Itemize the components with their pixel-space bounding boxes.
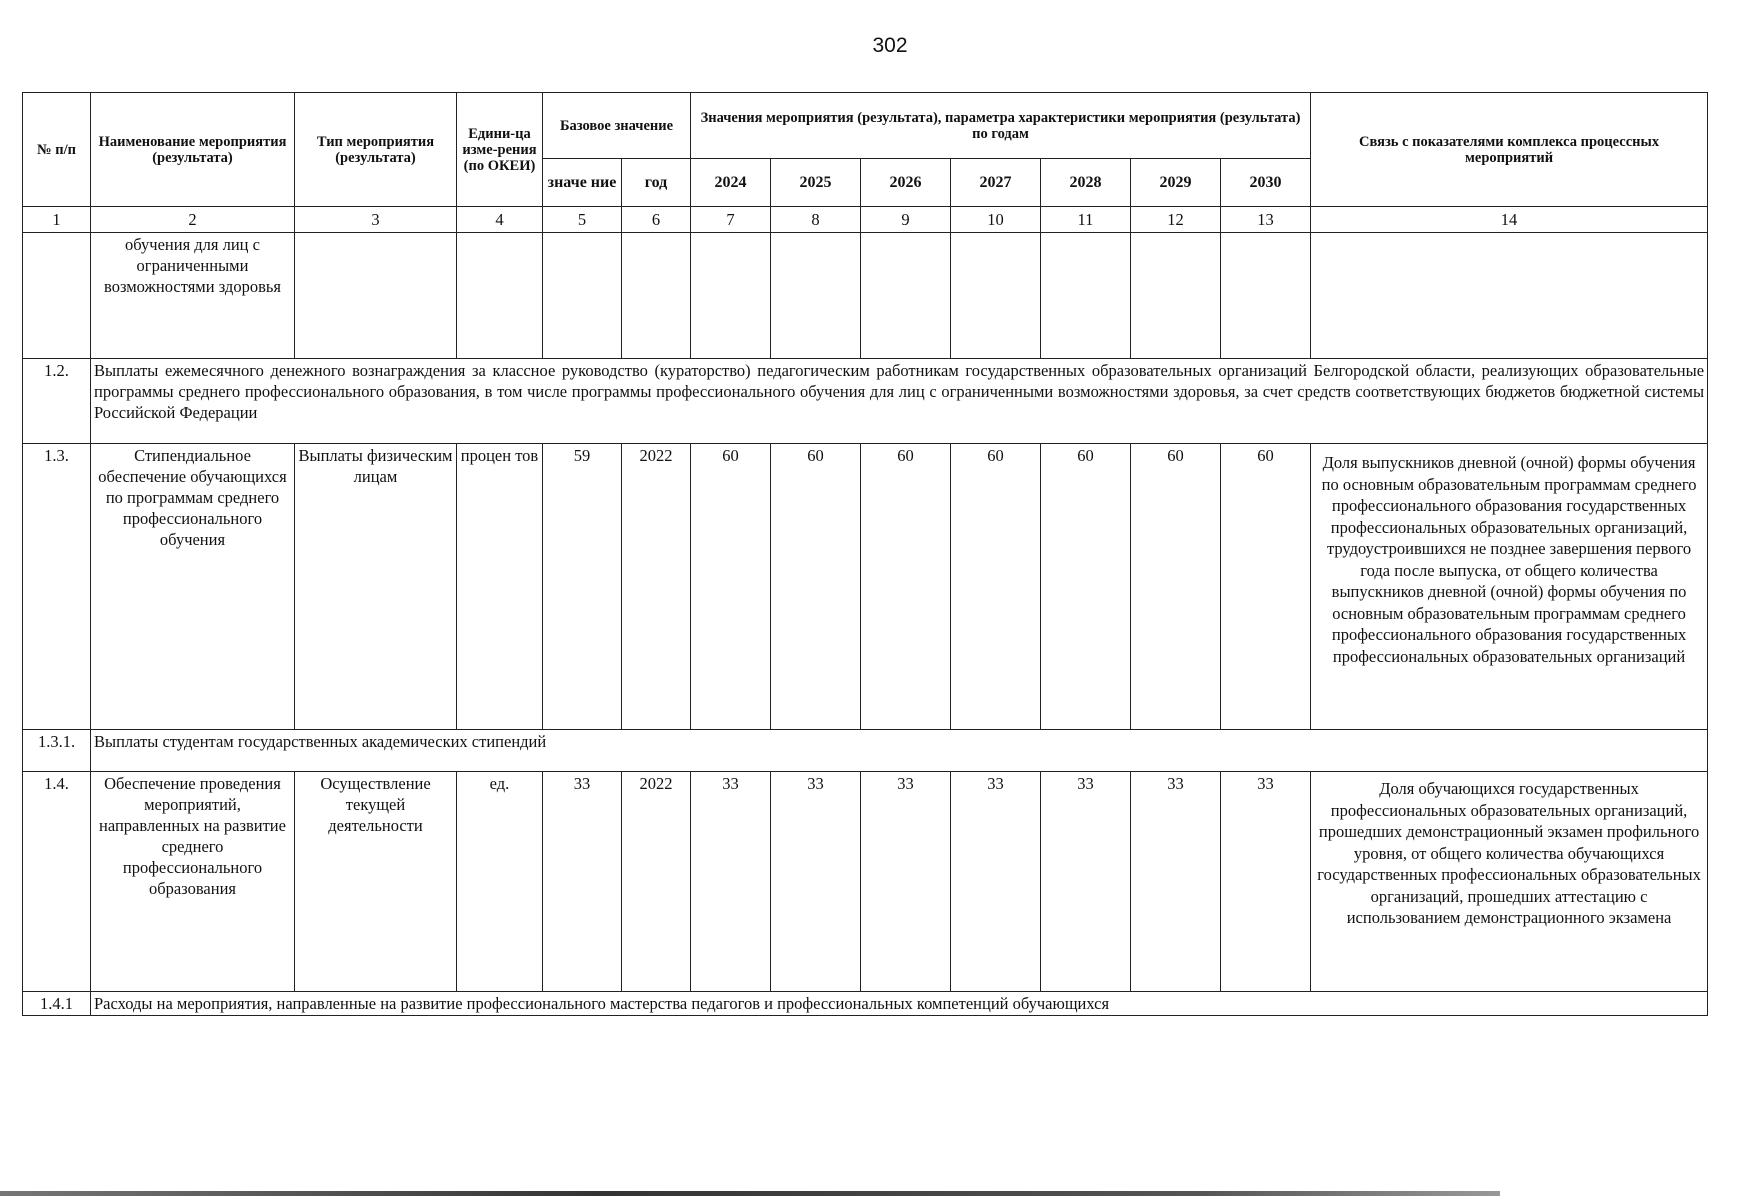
header-type: Тип мероприятия (результата)	[295, 93, 457, 207]
header-name: Наименование мероприятия (результата)	[91, 93, 295, 207]
header-values-by-year: Значения мероприятия (результата), параметра характеристики мероприятия (результата) по годам	[691, 93, 1311, 159]
row-value: 60	[771, 444, 861, 730]
header-num: № п/п	[23, 93, 91, 207]
column-number: 11	[1041, 207, 1131, 233]
row-base-year: 2022	[622, 444, 691, 730]
column-number: 1	[23, 207, 91, 233]
table-row-1-2	[23, 359, 1708, 444]
row-value: 60	[1131, 444, 1221, 730]
row-value: 33	[1221, 772, 1311, 992]
header-year: 2027	[951, 159, 1041, 207]
row-num: 1.4.1	[23, 992, 91, 1016]
row-link: Доля выпускников дневной (очной) формы обучения по основным образовательным программам среднего профессионального образования государственных профессиональных образовательных организаций, трудоустроившихся не позднее завершения первого года после выпуска, от общего количества выпускников дневной (очной) формы обучения по основным образовательным программам среднего профессионального образования государственных профессиональных образовательных организаций	[1311, 444, 1708, 730]
table-row-1-3-1	[23, 730, 1708, 772]
column-number: 2	[91, 207, 295, 233]
row-base-value: 33	[543, 772, 622, 992]
header-base-year: год	[622, 159, 691, 207]
row-num: 1.3.1.	[23, 730, 91, 772]
row-type: Осуществление текущей деятельности	[295, 772, 457, 992]
activities-table	[22, 92, 1708, 1016]
row-value: 33	[861, 772, 951, 992]
header-year: 2028	[1041, 159, 1131, 207]
row-value: 33	[951, 772, 1041, 992]
table-row-1-4-1	[23, 992, 1708, 1016]
table-row-1-3	[23, 444, 1708, 730]
row-value: 60	[1221, 444, 1311, 730]
row-text: Выплаты ежемесячного денежного вознаграждения за классное руководство (кураторство) педагогическим работникам государственных образовательных организаций Белгородской области, реализующих образовательные программы среднего профессионального образования, в том числе программы профессионального обучения для лиц с ограниченными возможностями здоровья, за счет средств соответствующих бюджетов бюджетной системы Российской Федерации	[91, 359, 1708, 444]
row-name: Обеспечение проведения мероприятий, направленных на развитие среднего профессионального образования	[91, 772, 295, 992]
scan-edge-line	[0, 1191, 1500, 1196]
column-number: 9	[861, 207, 951, 233]
row-value: 60	[1041, 444, 1131, 730]
header-year: 2024	[691, 159, 771, 207]
header-year: 2030	[1221, 159, 1311, 207]
page-number: 302	[872, 34, 908, 57]
row-name: Стипендиальное обеспечение обучающихся по программам среднего профессионального обучения	[91, 444, 295, 730]
row-value: 33	[771, 772, 861, 992]
row-value: 33	[691, 772, 771, 992]
row-unit: ед.	[457, 772, 543, 992]
header-year: 2029	[1131, 159, 1221, 207]
column-number: 14	[1311, 207, 1708, 233]
header-base: Базовое значение	[543, 93, 691, 159]
column-number: 10	[951, 207, 1041, 233]
row-value: 60	[861, 444, 951, 730]
column-number: 12	[1131, 207, 1221, 233]
row-text: Выплаты студентам государственных академических стипендий	[91, 730, 1708, 772]
row-num: 1.2.	[23, 359, 91, 444]
row-link: Доля обучающихся государственных профессиональных образовательных организаций, прошедших демонстрационный экзамен профильного уровня, от общего количества обучающихся государственных профессиональных образовательных организаций, прошедших аттестацию с использованием демонстрационного экзамена	[1311, 772, 1708, 992]
column-number: 7	[691, 207, 771, 233]
table-row-1-4	[23, 772, 1708, 992]
header-year: 2026	[861, 159, 951, 207]
header-row	[23, 93, 1708, 159]
row-value: 60	[951, 444, 1041, 730]
row-text: Расходы на мероприятия, направленные на развитие профессионального мастерства педагогов и профессиональных компетенций обучающихся	[91, 992, 1708, 1016]
row-base-year: 2022	[622, 772, 691, 992]
header-unit: Едини-ца изме-рения (по ОКЕИ)	[457, 93, 543, 207]
column-number: 3	[295, 207, 457, 233]
row-unit: процен тов	[457, 444, 543, 730]
column-numbers-row	[23, 207, 1708, 233]
row-num: 1.4.	[23, 772, 91, 992]
header-base-value: значе ние	[543, 159, 622, 207]
column-number: 8	[771, 207, 861, 233]
row-value: 60	[691, 444, 771, 730]
row-base-value: 59	[543, 444, 622, 730]
row-value: 33	[1131, 772, 1221, 992]
row-name: обучения для лиц с ограниченными возможностями здоровья	[91, 233, 295, 359]
row-value: 33	[1041, 772, 1131, 992]
column-number: 4	[457, 207, 543, 233]
table-row-continuation	[23, 233, 1708, 359]
column-number: 13	[1221, 207, 1311, 233]
column-number: 5	[543, 207, 622, 233]
header-year: 2025	[771, 159, 861, 207]
column-number: 6	[622, 207, 691, 233]
row-num: 1.3.	[23, 444, 91, 730]
header-link: Связь с показателями комплекса процессных мероприятий	[1311, 93, 1708, 207]
row-type: Выплаты физическим лицам	[295, 444, 457, 730]
